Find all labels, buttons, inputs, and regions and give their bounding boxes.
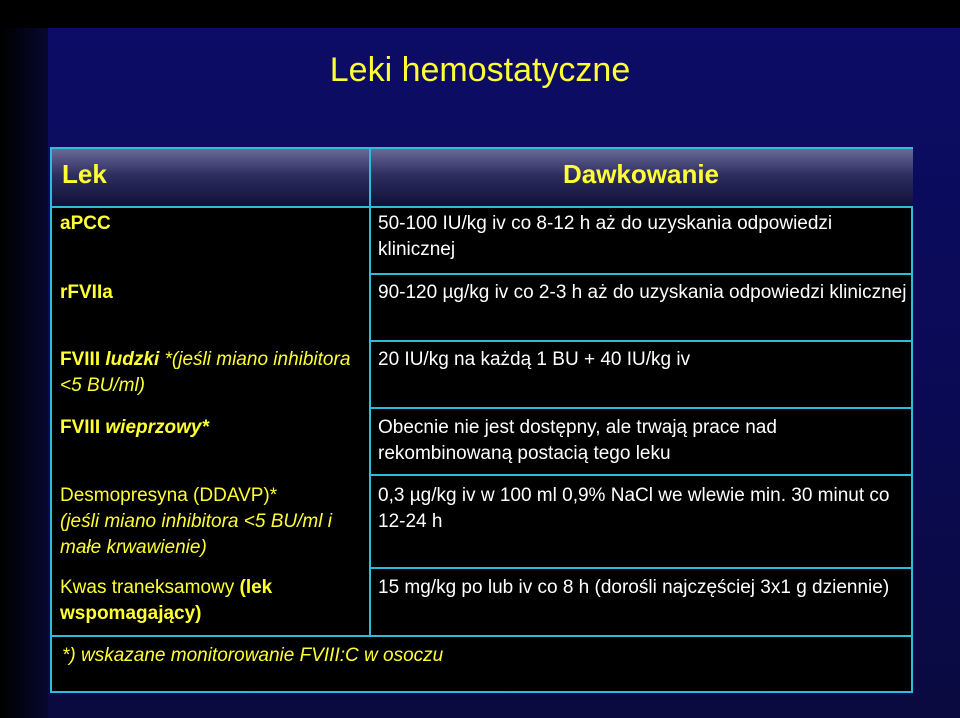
table-row-drug xyxy=(60,415,365,441)
drug-variant: wieprzowy* xyxy=(105,417,209,438)
header-drug: Lek xyxy=(52,149,369,206)
row-divider xyxy=(369,407,913,409)
row-divider xyxy=(369,340,913,342)
row-divider xyxy=(369,474,913,476)
drug-note: *(jeśli miano inhibitora <5 BU/ml) xyxy=(60,349,351,396)
column-divider xyxy=(369,149,371,636)
drug-variant: (lek wspomagający) xyxy=(60,577,273,624)
table-row-dosage: 0,3 µg/kg iv w 100 ml 0,9% NaCl we wlewie min. 30 minut co 12-24 h xyxy=(378,485,890,532)
drug-name: rFVIIa xyxy=(60,282,113,303)
dosage-table xyxy=(50,147,913,693)
table-row-drug xyxy=(60,211,365,237)
table-row-drug xyxy=(60,575,365,627)
slide-title: Leki hemostatyczne xyxy=(329,51,631,89)
table-row-dosage: 90-120 µg/kg iv co 2-3 h aż do uzyskania odpowiedzi klinicznej xyxy=(378,282,907,303)
row-divider xyxy=(52,206,913,208)
drug-note: (jeśli miano inhibitora <5 BU/ml i małe krwawienie) xyxy=(60,511,332,558)
drug-name: FVIII xyxy=(60,417,106,438)
row-divider xyxy=(369,567,913,569)
table-row-dosage: 15 mg/kg po lub iv co 8 h (dorośli najczęściej 3x1 g dziennie) xyxy=(378,577,890,598)
table-row-dosage: 20 IU/kg na każdą 1 BU + 40 IU/kg iv xyxy=(378,349,691,370)
drug-name: aPCC xyxy=(60,213,111,234)
table-row-drug xyxy=(60,280,365,306)
table-row-dosage: Obecnie nie jest dostępny, ale trwają prace nad rekombinowaną postacią tego leku xyxy=(378,417,777,464)
table-row-drug xyxy=(60,483,365,561)
drug-name: FVIII xyxy=(60,349,106,370)
drug-name: Desmopresyna (DDAVP)* xyxy=(60,485,278,506)
drug-variant: ludzki xyxy=(105,349,160,370)
footnote: *) wskazane monitorowanie FVIII:C w osoczu xyxy=(62,645,444,666)
row-divider xyxy=(52,635,913,637)
drug-name: Kwas traneksamowy xyxy=(60,577,235,598)
table-row-dosage: 50-100 IU/kg iv co 8-12 h aż do uzyskania odpowiedzi klinicznej xyxy=(378,213,833,260)
table-row-drug xyxy=(60,347,365,399)
row-divider xyxy=(369,273,913,275)
header-dosage: Dawkowanie xyxy=(369,149,913,206)
